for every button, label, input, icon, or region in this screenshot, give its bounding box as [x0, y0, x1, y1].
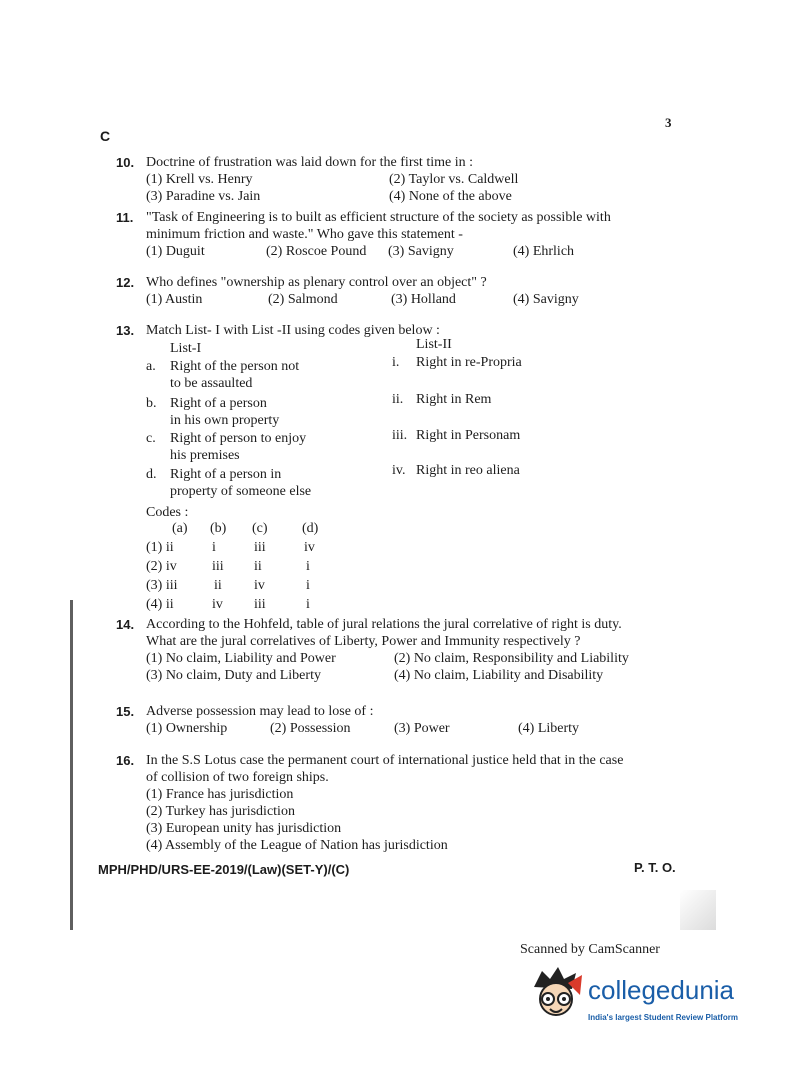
codes-row: (2) iv iii ii i [146, 559, 310, 574]
option-3: (3) No claim, Duty and Liberty [146, 668, 321, 683]
list-2-title: List-II [416, 337, 452, 352]
question-text-cont: of collision of two foreign ships. [146, 770, 329, 785]
option-4: (4) Savigny [513, 292, 579, 307]
codes-row: (3) iii ii iv i [146, 578, 310, 593]
question-text: Match List- I with List -II using codes given below : [146, 323, 440, 338]
codes-row: (4) ii iv iii i [146, 597, 310, 612]
list-2-item-ii: ii. Right in Rem [392, 392, 492, 407]
option-2: (2) Possession [270, 721, 351, 736]
question-number: 16. [116, 753, 135, 768]
question-text: Doctrine of frustration was laid down for the first time in : [146, 155, 473, 170]
option-3: (3) Holland [391, 292, 456, 307]
option-3: (3) European unity has jurisdiction [146, 821, 342, 836]
question-number: 12. [116, 275, 135, 290]
question-text: Adverse possession may lead to lose of : [146, 704, 374, 719]
option-2: (2) Taylor vs. Caldwell [389, 172, 519, 187]
page-number: 3 [665, 115, 672, 130]
option-4: (4) Assembly of the League of Nation has jurisdiction [146, 838, 448, 853]
option-4: (4) No claim, Liability and Disability [394, 668, 604, 683]
question-16 [116, 752, 686, 854]
list-2-item-iv: iv. Right in reo aliena [392, 463, 520, 478]
scan-edge-shadow [70, 600, 73, 930]
option-1: (1) Krell vs. Henry [146, 172, 253, 187]
question-text-cont: What are the jural correlatives of Liberty, Power and Immunity respectively ? [146, 634, 581, 649]
option-1: (1) Austin [146, 292, 203, 307]
option-4: (4) Liberty [518, 721, 580, 736]
codes-header-row: (a) (b) (c) (d) [172, 521, 319, 536]
option-2: (2) Salmond [268, 292, 338, 307]
set-code: C [100, 128, 111, 144]
option-2: (2) Turkey has jurisdiction [146, 804, 295, 819]
option-4: (4) None of the above [389, 189, 512, 204]
codes-table [146, 521, 346, 616]
question-10 [116, 154, 666, 205]
option-1: (1) Duguit [146, 244, 205, 259]
codes-label: Codes : [146, 505, 189, 520]
question-number: 13. [116, 323, 135, 338]
list-1-title: List-I [170, 341, 202, 356]
question-text: Who defines "ownership as plenary control over an object" ? [146, 275, 487, 290]
option-2: (2) Roscoe Pound [266, 244, 367, 259]
scanner-watermark: Scanned by CamScanner [520, 942, 660, 957]
question-number: 11. [116, 210, 134, 225]
list-1-item-d: d. Right of a person in property of someone else [146, 467, 312, 499]
question-14 [116, 616, 686, 684]
option-2: (2) No claim, Responsibility and Liability [394, 651, 629, 666]
list-2-item-i: i. Right in re-Propria [392, 355, 522, 370]
collegedunia-logo [528, 965, 758, 1035]
option-3: (3) Power [394, 721, 450, 736]
question-12 [116, 274, 666, 308]
question-text: According to the Hohfeld, table of jural relations the jural correlative of right is duty. [146, 617, 622, 632]
option-4: (4) Ehrlich [513, 244, 575, 259]
question-15 [116, 703, 666, 737]
scan-corner-shade [680, 890, 716, 930]
brand-name: collegedunia [588, 975, 735, 1005]
paper-code: MPH/PHD/URS-EE-2019/(Law)(SET-Y)/(C) [98, 862, 350, 877]
question-text-cont: minimum friction and waste." Who gave this statement - [146, 227, 463, 242]
question-number: 10. [116, 155, 135, 170]
option-1: (1) France has jurisdiction [146, 787, 294, 802]
question-number: 15. [116, 704, 135, 719]
option-1: (1) Ownership [146, 721, 228, 736]
list-1-item-a: a. Right of the person not to be assaulted [146, 359, 300, 391]
option-3: (3) Savigny [388, 244, 454, 259]
option-3: (3) Paradine vs. Jain [146, 189, 261, 204]
question-11 [116, 209, 686, 260]
question-text: "Task of Engineering is to built as efficient structure of the society as possible with [146, 210, 611, 225]
list-1-item-c: c. Right of person to enjoy his premises [146, 431, 307, 463]
question-13 [116, 322, 666, 339]
mascot-icon [528, 965, 586, 1027]
list-2-item-iii: iii. Right in Personam [392, 428, 521, 443]
brand-tagline: India's largest Student Review Platform [588, 1013, 738, 1022]
option-1: (1) No claim, Liability and Power [146, 651, 336, 666]
pto-label: P. T. O. [634, 860, 676, 875]
list-1-item-b: b. Right of a person in his own property [146, 396, 280, 428]
codes-row: (1) ii i iii iv [146, 540, 315, 555]
question-text: In the S.S Lotus case the permanent court of international justice held that in the case [146, 753, 624, 768]
question-number: 14. [116, 617, 135, 632]
